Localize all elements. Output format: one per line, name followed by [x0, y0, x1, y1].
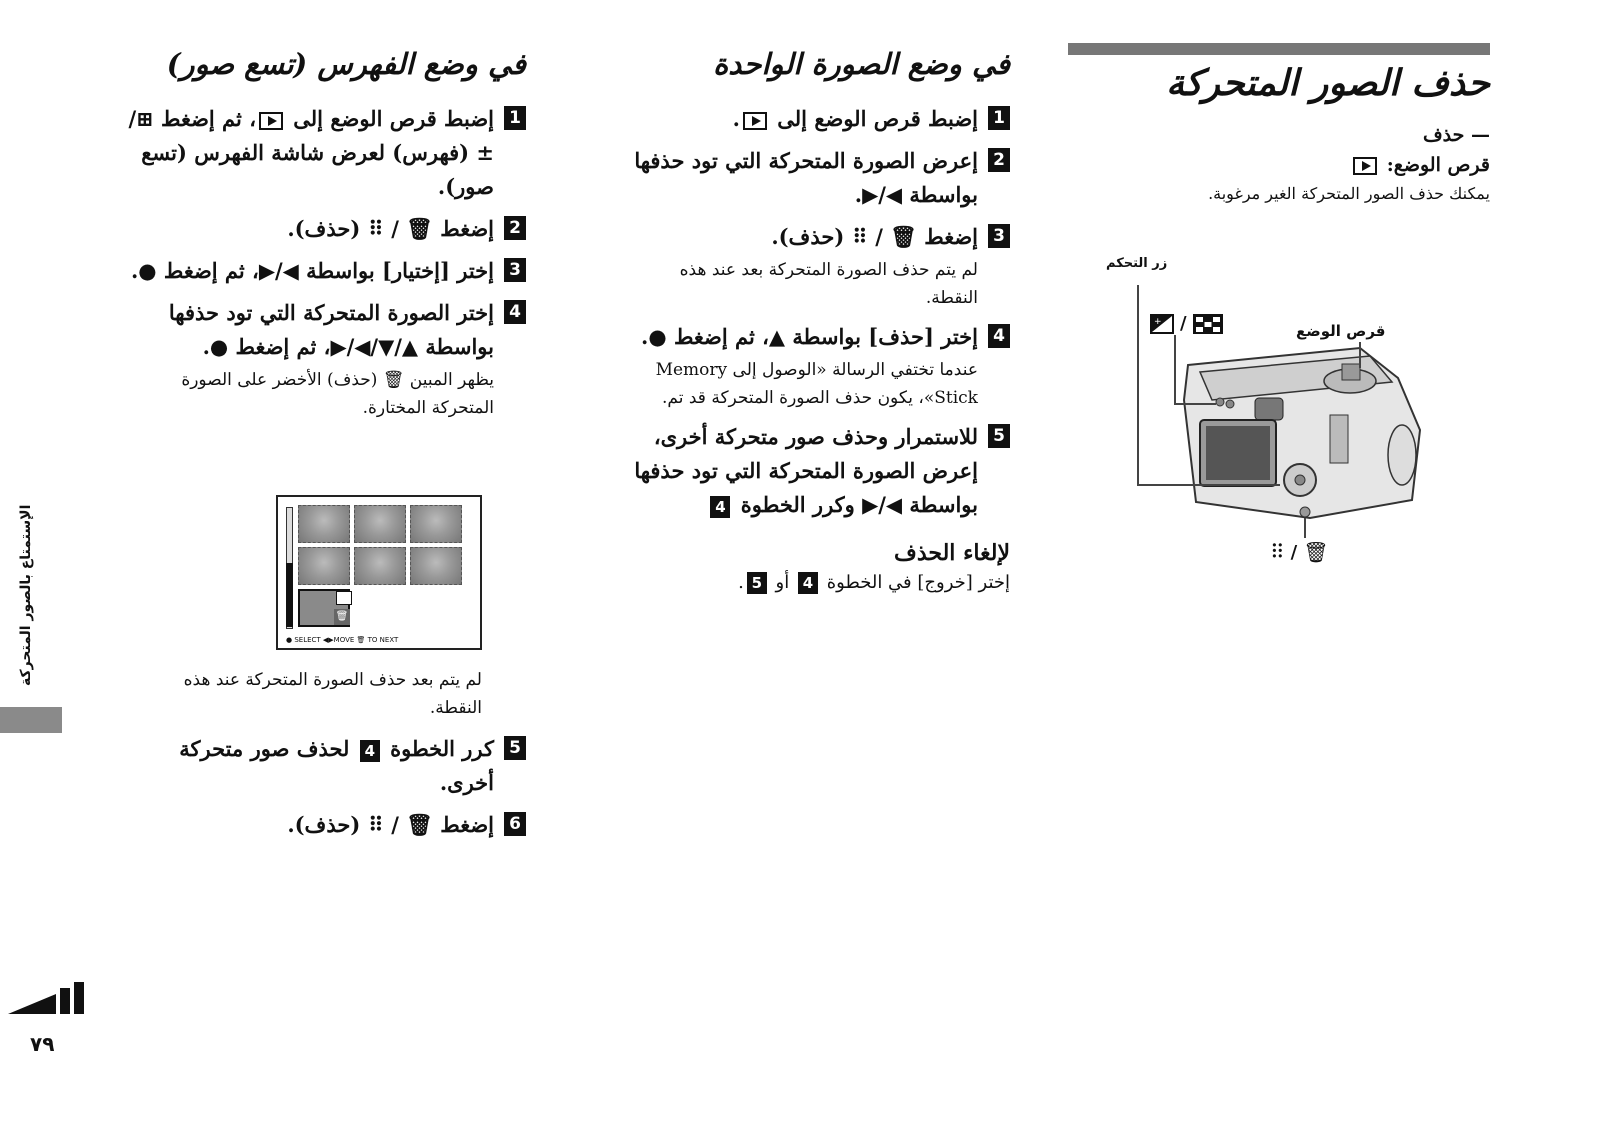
title-rule: [1068, 43, 1490, 55]
single-step-2: [606, 144, 1010, 212]
svg-text:+: +: [1154, 316, 1162, 327]
step-note: عندما تختفي الرسالة «الوصول إلى Memory Stick»، يكون حذف الصورة المتحركة قد تم.: [655, 360, 978, 408]
trash-mark-icon: 🗑: [334, 609, 350, 625]
index-screen-illustration: [276, 495, 482, 650]
single-step-5: [606, 420, 1010, 522]
page-number: ٧٩: [30, 1032, 55, 1056]
mode-dial-callout: قرص الوضع: [1296, 322, 1386, 340]
play-mode-icon: [743, 112, 767, 130]
step-number: 5: [988, 424, 1010, 448]
section-title-single: في وضع الصورة الواحدة: [713, 47, 1010, 81]
scroll-thumb: [286, 563, 293, 627]
mode-dial-text: قرص الوضع:: [1386, 154, 1490, 176]
step-text: إختر [إختيار] بواسطة ◀/▶، ثم إضغط ●.: [130, 258, 494, 283]
index-step-1: [120, 102, 526, 204]
trash-icon: 🗑: [1303, 540, 1329, 564]
delete-callout: [1270, 540, 1329, 564]
step-text: إضبط قرص الوضع إلى: [293, 106, 494, 131]
step-text-b: ، ثم إضغط ⊞/± (فهرس) لعرض شاشة الفهرس (تسع صور).: [128, 106, 494, 199]
thumbnail: [410, 505, 462, 543]
step-number: 5: [504, 736, 526, 760]
single-step-1: [606, 102, 1010, 136]
step-number: 4: [504, 300, 526, 324]
step-text: إضغط 🗑 / ⠿ (حذف).: [287, 812, 494, 837]
cancel-or: أو: [775, 572, 790, 593]
thumbnail: [298, 547, 350, 585]
index-step-4: [120, 296, 526, 422]
thumbnail: [354, 505, 406, 543]
index-step-5: [120, 732, 526, 800]
step-reference: 4: [710, 496, 730, 518]
step-reference: 4: [360, 740, 380, 762]
camera-diagram: [1130, 280, 1430, 540]
cancel-heading: لإلغاء الحذف: [894, 540, 1010, 566]
play-mode-icon: [259, 112, 283, 130]
step-text: للاستمرار وحذف صور متحركة أخرى، إعرض الصورة المتحركة التي تود حذفها بواسطة ◀/▶ وكرر الخطوة: [634, 424, 978, 517]
step-text: إضغط 🗑 / ⠿ (حذف).: [287, 216, 494, 241]
step-number: 6: [504, 812, 526, 836]
right-column: [1068, 56, 1490, 203]
step-number: 2: [988, 148, 1010, 172]
section-title-index: في وضع الفهرس (تسع صور): [166, 47, 526, 81]
step-text: إختر الصورة المتحركة التي تود حذفها بواسطة ▲/▼/◀/▶، ثم إضغط ●.: [168, 300, 494, 359]
step-number: 1: [504, 106, 526, 130]
step-number: 2: [504, 216, 526, 240]
dash-label: — حذف: [1422, 124, 1490, 146]
step-text-b: لحذف صور متحركة أخرى.: [179, 736, 494, 795]
after-screen-note: لم يتم بعد حذف الصورة المتحركة عند هذه النقطة.: [183, 670, 482, 718]
film-icon: [336, 591, 352, 605]
step-text: كرر الخطوة: [390, 736, 494, 761]
single-image-column: [606, 42, 1010, 594]
step-text: إختر [حذف] بواسطة ▲، ثم إضغط ●.: [641, 324, 978, 349]
slash-separator: /: [1180, 313, 1187, 334]
single-step-4: [606, 320, 1010, 412]
control-button-label: زر التحكم: [1106, 256, 1168, 271]
step-number: 3: [504, 258, 526, 282]
step-number: 4: [988, 324, 1010, 348]
step-text: إعرض الصورة المتحركة التي تود حذفها بواسطة ◀/▶.: [634, 148, 978, 207]
index-step-6: [120, 808, 526, 842]
multi-delete-icon: ⠿: [1270, 540, 1285, 564]
page-title: حذف الصور المتحركة: [1166, 62, 1490, 104]
step-reference: 5: [747, 572, 767, 594]
intro-text: يمكنك حذف الصور المتحركة الغير مرغوبة.: [1208, 184, 1490, 203]
index-step-2: [120, 212, 526, 246]
play-mode-icon: [1353, 157, 1377, 175]
cancel-text-main: إختر [خروج] في الخطوة: [826, 572, 1010, 593]
delete-slash: /: [1290, 541, 1298, 563]
step-note: لم يتم حذف الصورة المتحركة بعد عند هذه النقطة.: [679, 260, 978, 308]
step-text: إضبط قرص الوضع إلى: [777, 106, 978, 131]
cancel-text: [606, 572, 1010, 594]
step-reference: 4: [798, 572, 818, 594]
step-text-end: .: [732, 106, 740, 131]
sidebar-section-label: الإستمتاع بالصور المتحركة: [18, 504, 34, 686]
thumbnail: [410, 547, 462, 585]
signal-bars-icon: [8, 980, 88, 1016]
index-mode-column-bottom: [120, 664, 526, 850]
step-number: 3: [988, 224, 1010, 248]
cancel-end: .: [738, 572, 744, 593]
thumbnail: [354, 547, 406, 585]
screen-footer: ● SELECT ◀▶MOVE 🗑 TO NEXT: [286, 636, 399, 644]
sidebar-tab-marker: [0, 707, 62, 733]
index-step-3: [120, 254, 526, 288]
step-number: 1: [988, 106, 1010, 130]
single-step-3: [606, 220, 1010, 312]
step-text: إضغط 🗑 / ⠿ (حذف).: [771, 224, 978, 249]
thumbnail: [298, 505, 350, 543]
index-mode-column: [120, 42, 526, 430]
step-note: يظهر المبين 🗑 (حذف) الأخضر على الصورة المتحركة المختارة.: [181, 370, 494, 418]
mode-dial-line: [1068, 154, 1490, 176]
